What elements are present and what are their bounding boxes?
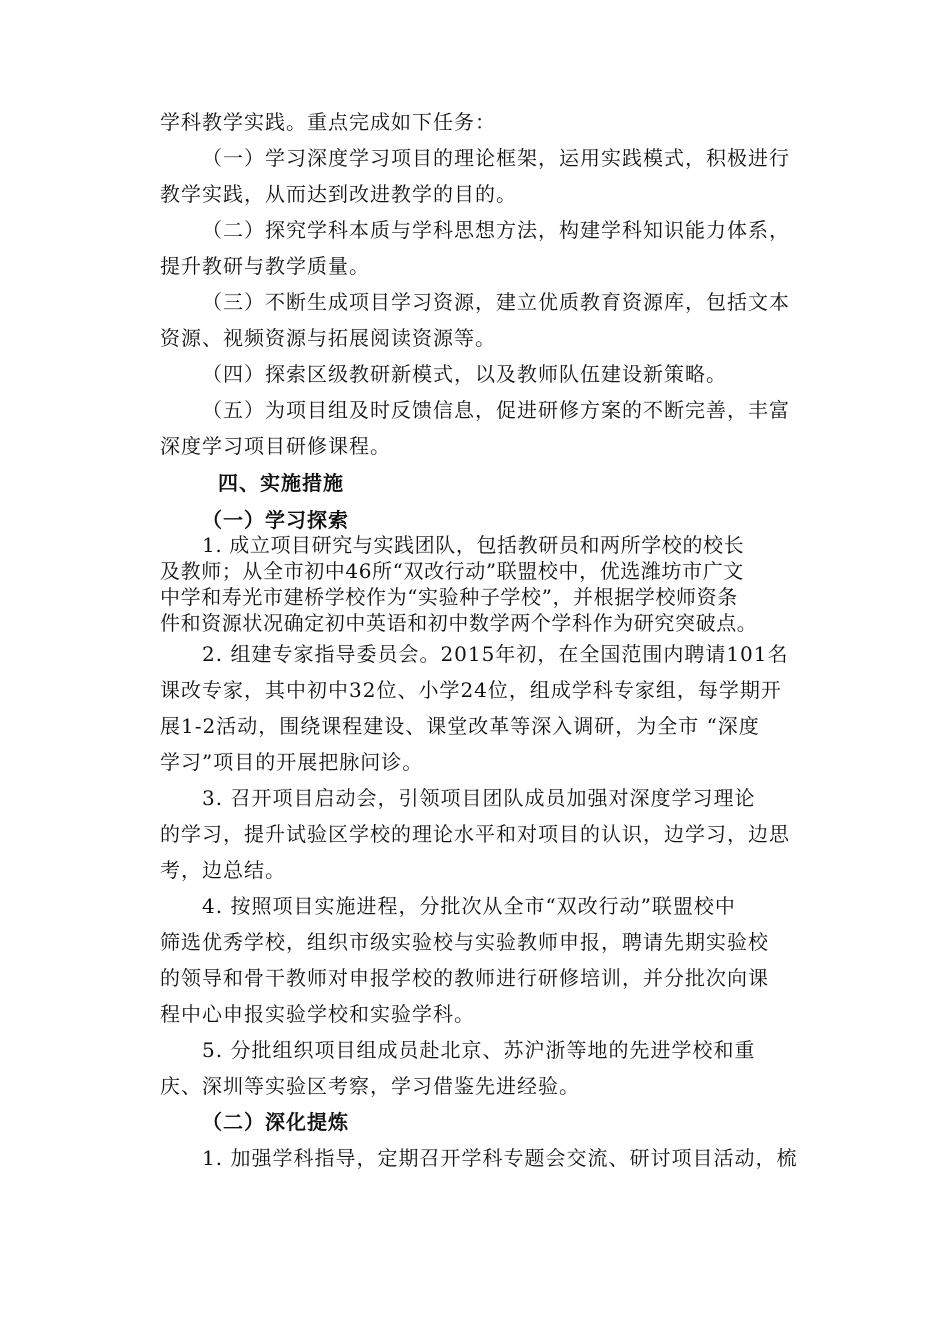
text-line-content: （一）学习深度学习项目的理论框架，运用实践模式，积极进行 xyxy=(202,146,790,170)
text-line-content: 课改专家，其中初中32位、小学24位，组成学科专家组，每学期开 xyxy=(160,678,782,702)
text-line xyxy=(0,392,950,428)
text-line xyxy=(0,888,950,924)
section-heading xyxy=(0,1104,950,1140)
text-line xyxy=(0,1032,950,1068)
text-line xyxy=(0,744,950,780)
text-line-content: 4. 按照项目实施进程，分批次从全市“双改行动”联盟校中 xyxy=(202,894,736,918)
text-line xyxy=(0,104,950,140)
text-line-content: 2. 组建专家指导委员会。2015年初，在全国范围内聘请101名 xyxy=(202,642,789,666)
text-line-content: 中学和寿光市建桥学校作为“实验种子学校”，并根据学校师资条 xyxy=(160,585,738,609)
text-line xyxy=(0,248,950,284)
text-line-content: （五）为项目组及时反馈信息，促进研修方案的不断完善，丰富 xyxy=(202,398,790,422)
text-line xyxy=(0,960,950,996)
text-line xyxy=(0,140,950,176)
text-line xyxy=(0,780,950,816)
text-line-content: 程中心申报实验学校和实验学科。 xyxy=(160,1002,475,1026)
text-line-content: （四）探索区级教研新模式，以及教师队伍建设新策略。 xyxy=(202,362,727,386)
text-line-content: 的领导和骨干教师对申报学校的教师进行研修培训，并分批次向课 xyxy=(160,966,769,990)
text-line-content: 及教师；从全市初中46所“双改行动”联盟校中，优选潍坊市广文 xyxy=(160,559,744,583)
text-line xyxy=(0,320,950,356)
text-line xyxy=(0,212,950,248)
text-line-content: 深度学习项目研修课程。 xyxy=(160,434,391,458)
text-line-content: （一）学习探索 xyxy=(202,508,349,532)
text-line-content: 的学习，提升试验区学校的理论水平和对项目的认识，边学习，边思 xyxy=(160,822,790,846)
text-line-content: （二）深化提炼 xyxy=(202,1110,349,1134)
text-line xyxy=(0,1140,950,1176)
text-line xyxy=(0,996,950,1032)
text-line-content: 件和资源状况确定初中英语和初中数学两个学科作为研究突破点。 xyxy=(160,611,758,635)
text-line-content: 教学实践，从而达到改进教学的目的。 xyxy=(160,182,517,206)
text-line-content: （二）探究学科本质与学科思想方法，构建学科知识能力体系， xyxy=(202,218,790,242)
text-line xyxy=(0,428,950,464)
text-line xyxy=(0,924,950,960)
text-line-content: 1. 成立项目研究与实践团队，包括教研员和两所学校的校长 xyxy=(202,533,745,557)
text-line-content: 学科教学实践。重点完成如下任务： xyxy=(160,110,496,134)
text-line-content: 提升教研与教学质量。 xyxy=(160,254,370,278)
text-line-content: 5. 分批组织项目组成员赴北京、苏沪浙等地的先进学校和重 xyxy=(202,1038,756,1062)
text-line-content: 1. 加强学科指导，定期召开学科专题会交流、研讨项目活动，梳 xyxy=(202,1146,798,1170)
text-line xyxy=(0,816,950,852)
text-line xyxy=(0,636,950,672)
text-line xyxy=(0,672,950,708)
text-line-content: 学习”项目的开展把脉问诊。 xyxy=(160,750,424,774)
text-line xyxy=(0,284,950,320)
text-line-content: 3. 召开项目启动会，引领项目团队成员加强对深度学习理论 xyxy=(202,786,756,810)
text-line-content: 四、实施措施 xyxy=(218,471,344,495)
text-line-content: 资源、视频资源与拓展阅读资源等。 xyxy=(160,326,496,350)
text-line xyxy=(0,708,950,744)
text-line xyxy=(0,176,950,212)
text-line-content: 考，边总结。 xyxy=(160,858,286,882)
text-line-content: 展1-2活动，围绕课程建设、课堂改革等深入调研，为全市 “深度 xyxy=(160,714,760,738)
text-line-content: 庆、深圳等实验区考察，学习借鉴先进经验。 xyxy=(160,1074,580,1098)
text-line xyxy=(0,1068,950,1104)
text-line-content: 筛选优秀学校，组织市级实验校与实验教师申报，聘请先期实验校 xyxy=(160,930,769,954)
text-line xyxy=(0,608,950,638)
text-line xyxy=(0,852,950,888)
text-line xyxy=(0,356,950,392)
text-line-content: （三）不断生成项目学习资源，建立优质教育资源库，包括文本 xyxy=(202,290,790,314)
section-heading xyxy=(0,465,950,501)
